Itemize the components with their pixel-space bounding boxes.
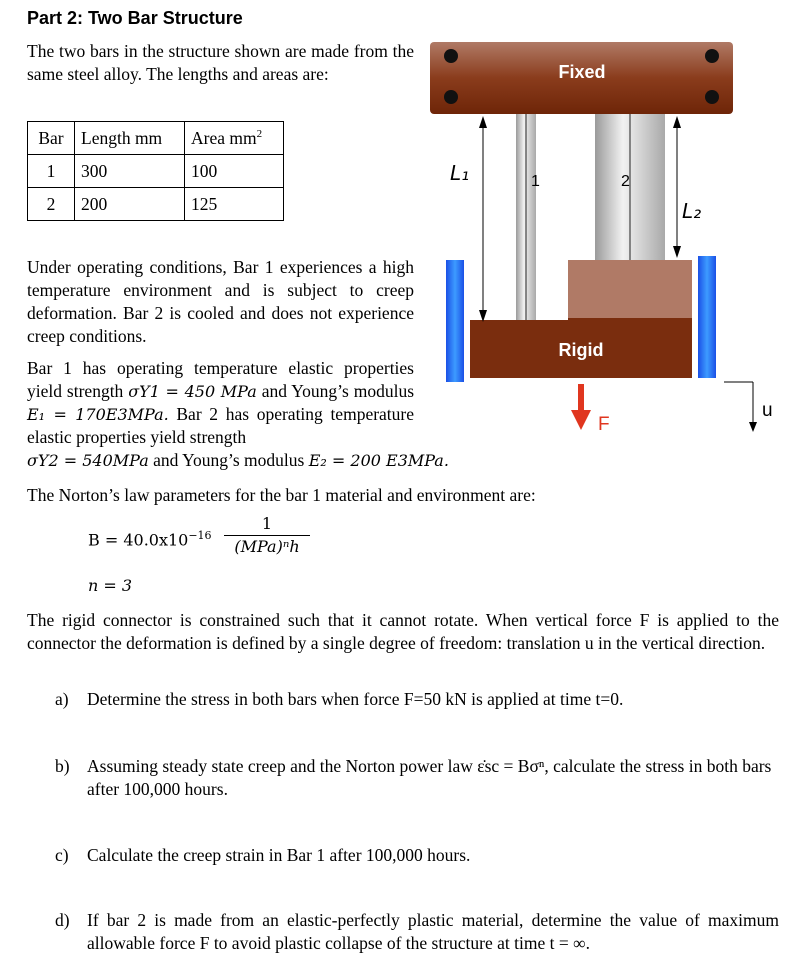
norton-intro: The Norton’s law parameters for the bar 1 material and environment are: xyxy=(27,485,536,505)
l2-label: L₂ xyxy=(682,199,702,223)
table-header-cell xyxy=(185,122,284,155)
b-denominator: (MPa)ⁿh xyxy=(234,537,300,556)
page-title: Part 2: Two Bar Structure xyxy=(27,8,243,28)
table-row xyxy=(28,188,284,221)
question-letter: d) xyxy=(55,910,70,930)
question-a xyxy=(55,688,779,711)
bolt-icon xyxy=(705,90,719,104)
b-equation xyxy=(88,514,348,564)
question-text: Calculate the creep strain in Bar 1 after 100,000 hours. xyxy=(87,845,471,865)
bolt-icon xyxy=(444,49,458,63)
sigma-y1: σY1 = 450 MPa xyxy=(128,382,257,401)
question-letter: c) xyxy=(55,845,69,865)
question-letter: a) xyxy=(55,689,69,709)
table-cell: 100 xyxy=(185,155,284,188)
bar1-text: Bar 1 has operating temperature elastic properties yield strength xyxy=(27,358,414,401)
b-exponent: −16 xyxy=(188,529,212,542)
rigid-label: Rigid xyxy=(558,340,604,360)
l1-arrow-top xyxy=(479,116,487,128)
table-cell: 2 xyxy=(28,188,75,221)
question-text: If bar 2 is made from an elastic-perfectly plastic material, determine the value of maximum allowable force F to avoid plastic collapse of the structure at time t = ∞. xyxy=(87,910,779,953)
rigid-connector-top xyxy=(568,260,692,318)
b-equation-lhs: $B = 40.0x10^{-16}$ xyxy=(88,529,212,550)
table-header-cell: Bar xyxy=(28,122,75,155)
question-letter: b) xyxy=(55,756,70,776)
table-header-cell: Length mm xyxy=(75,122,185,155)
bar2-modulus-text: and Young’s modulus xyxy=(153,450,305,470)
force-label: F xyxy=(598,414,610,435)
table-cell: 200 xyxy=(75,188,185,221)
table-cell: 125 xyxy=(185,188,284,221)
question-d xyxy=(55,909,779,955)
question-text: Assuming steady state creep and the Norton power law ε̇sc = Bσⁿ, calculate the stress in both bars after 100,000 hours. xyxy=(87,756,772,799)
bolt-icon xyxy=(444,90,458,104)
u-label: u xyxy=(762,400,773,421)
area-header-sup: 2 xyxy=(256,127,263,140)
bar1-modulus-text: and Young’s modulus xyxy=(261,381,415,401)
table-row xyxy=(28,155,284,188)
force-arrow-head xyxy=(571,410,591,430)
sigma-y2: σY2 = 540MPa xyxy=(27,451,149,470)
e2-value: E₂ = 200 E3MPa. xyxy=(308,451,449,470)
question-b xyxy=(55,755,779,801)
right-guide xyxy=(698,256,716,378)
l2-arrow-bottom xyxy=(673,246,681,258)
l1-label: L₁ xyxy=(450,161,470,185)
conditions-paragraph: Under operating conditions, Bar 1 experiences a high temperature environment and is subject to creep deformation. Bar 2 is cooled and does not experience creep conditions. xyxy=(27,257,414,346)
b-fraction xyxy=(224,514,310,556)
bar-1-label: 1 xyxy=(531,173,540,190)
l2-arrow-top xyxy=(673,116,681,128)
question-text: Determine the stress in both bars when force F=50 kN is applied at time t=0. xyxy=(87,689,624,709)
bar-2-label: 2 xyxy=(621,173,630,190)
left-guide xyxy=(446,260,464,382)
table-cell: 300 xyxy=(75,155,185,188)
bar2-text: Bar 2 has operating temperature elastic properties yield strength xyxy=(27,404,415,447)
bar-properties-table xyxy=(27,121,284,221)
b-numerator: 1 xyxy=(224,514,310,536)
u-arrow-head xyxy=(749,422,757,432)
bolt-icon xyxy=(705,49,719,63)
table-cell: 1 xyxy=(28,155,75,188)
n-equation: n = 3 xyxy=(88,576,133,595)
intro-paragraph: The two bars in the structure shown are made from the same steel alloy. The lengths and areas are: xyxy=(27,41,414,84)
e1-value: E₁ = 170E3MPa. xyxy=(27,405,169,424)
connector-paragraph: The rigid connector is constrained such that it cannot rotate. When vertical force F is applied to the connector the deformation is defined by a single degree of freedom: translation u in the vertical direction. xyxy=(27,610,779,653)
question-c xyxy=(55,844,779,867)
structure-diagram xyxy=(420,38,790,438)
fixed-label: Fixed xyxy=(558,62,606,82)
table-header-row xyxy=(28,122,284,155)
force-arrow-shaft xyxy=(578,384,584,412)
area-header-text: Area mm xyxy=(191,127,257,148)
